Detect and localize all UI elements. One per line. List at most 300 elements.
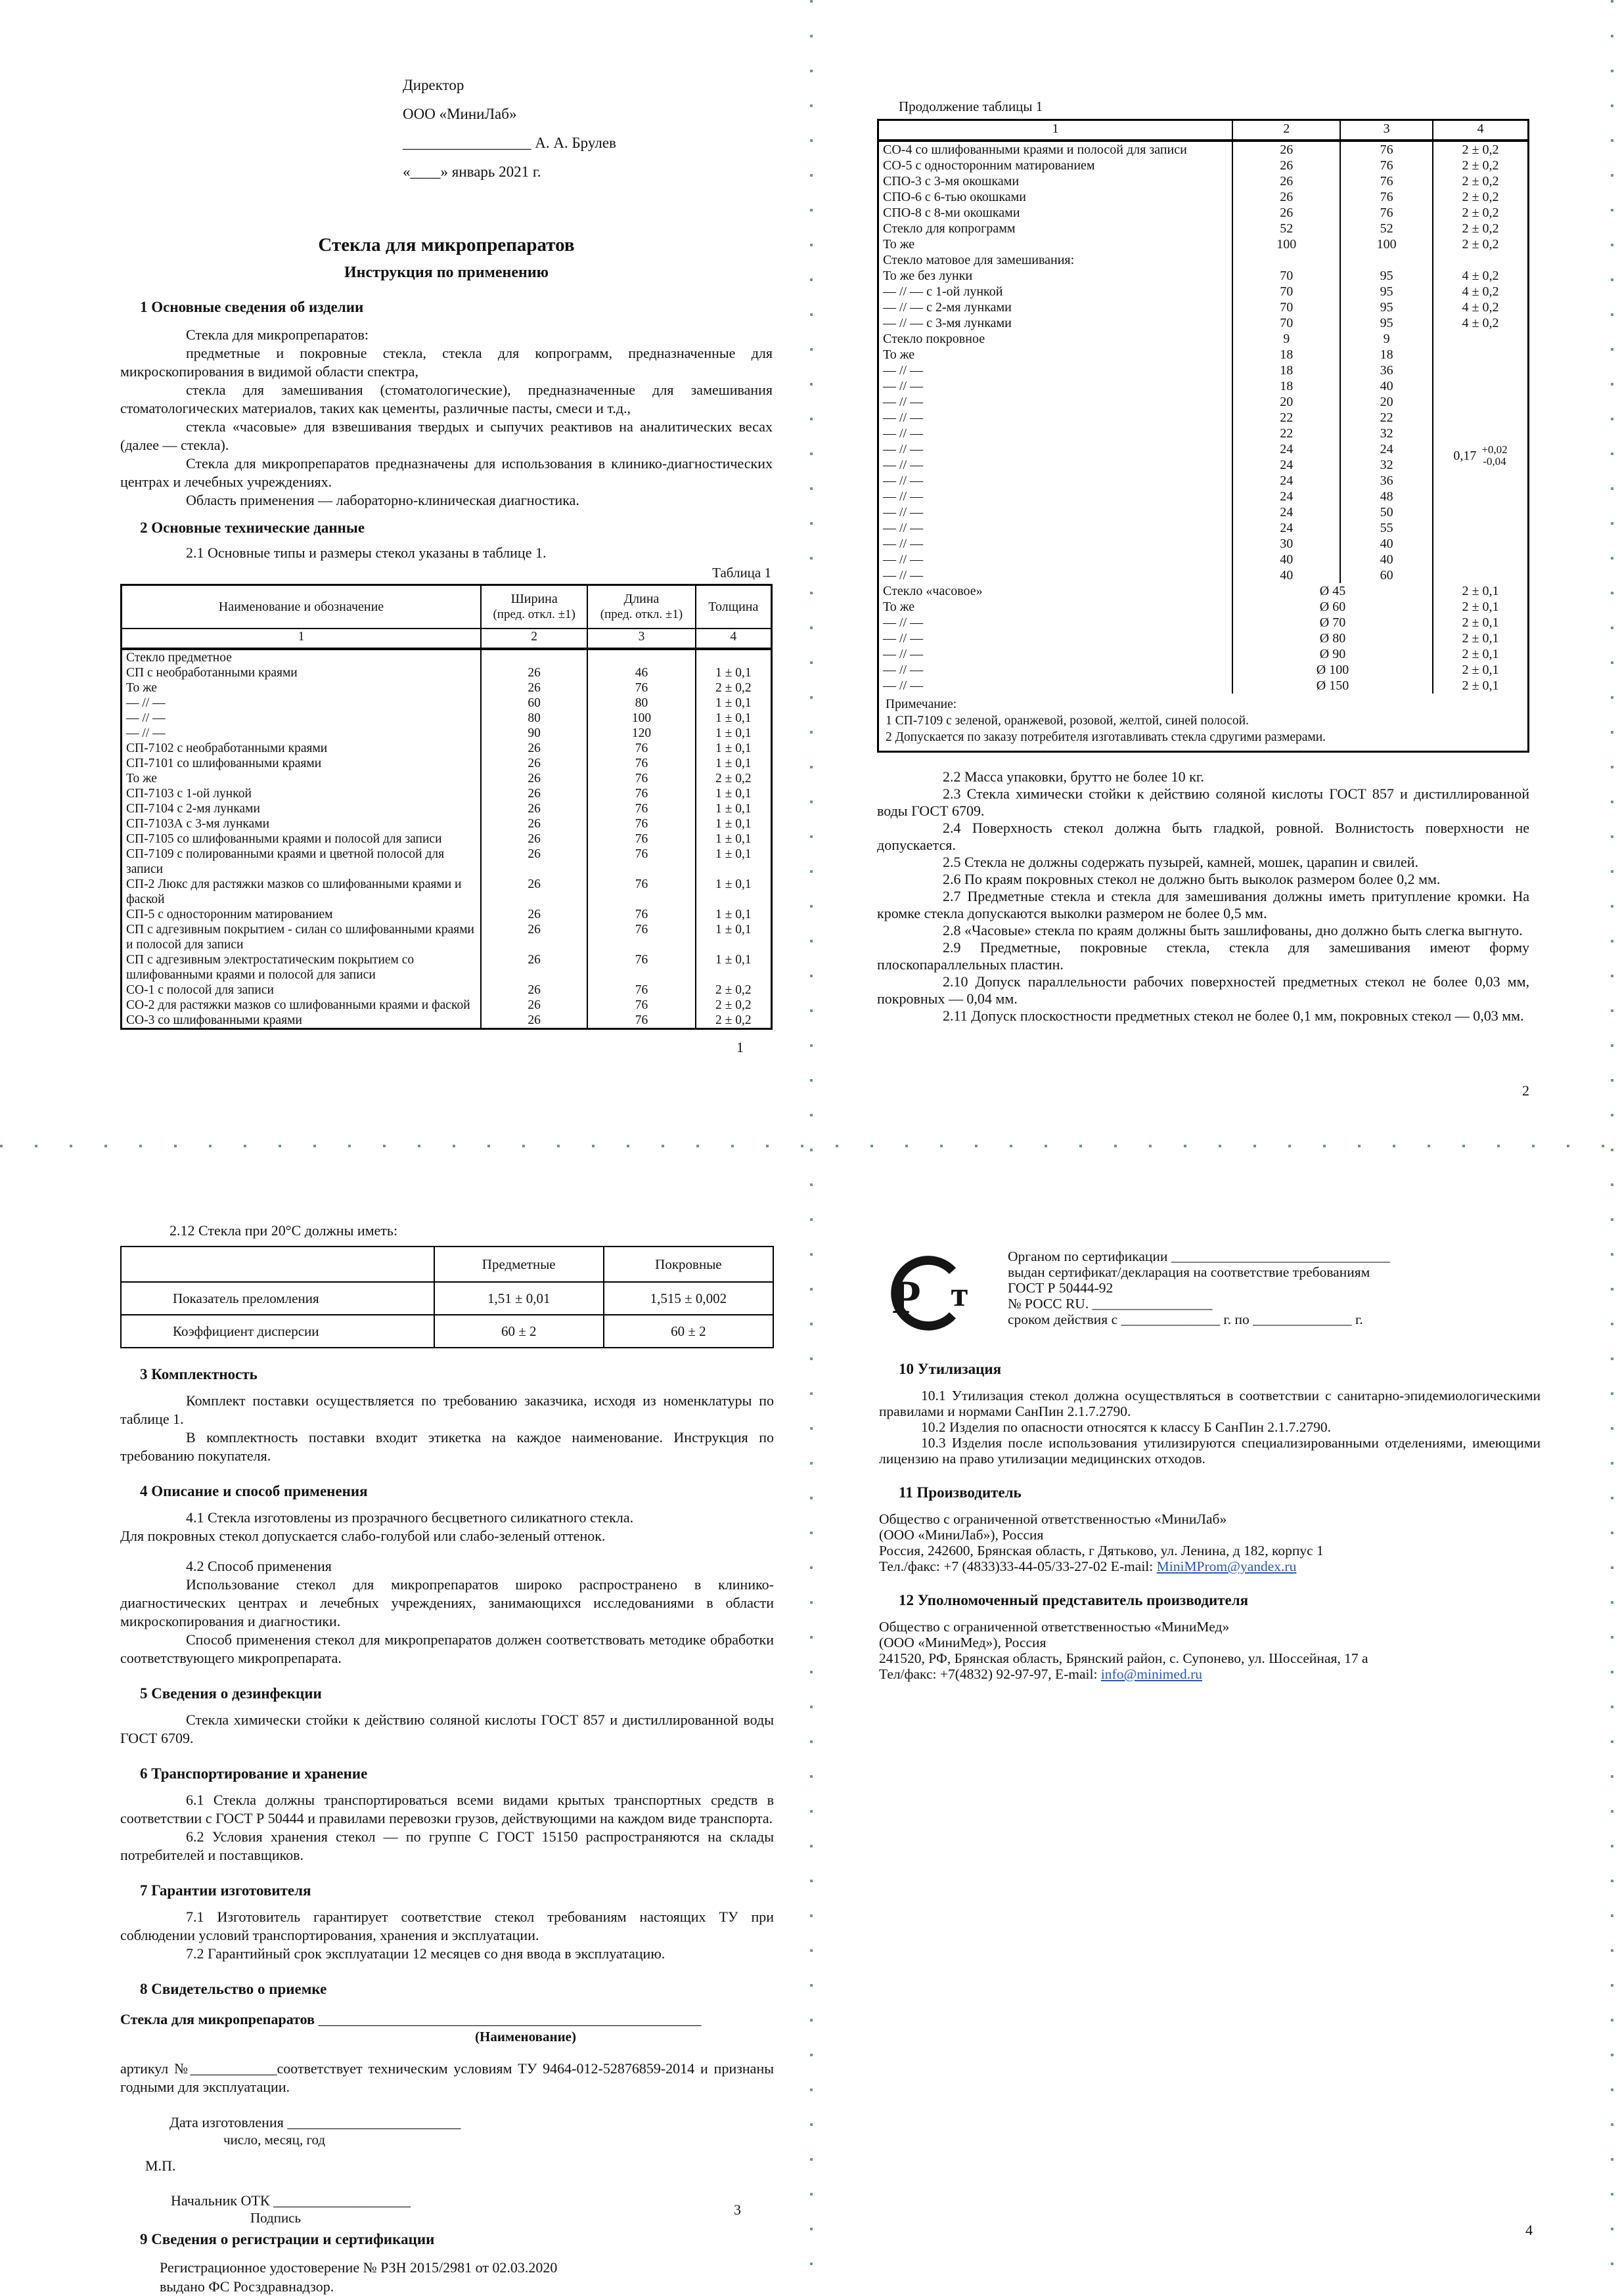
cert-number-line: № РОСС RU. _________________ [1008, 1296, 1213, 1312]
manufacturer-name: Общество с ограниченной ответственностью «МиниЛаб» [879, 1511, 1227, 1527]
page-3 [120, 1222, 774, 2295]
table-row [122, 741, 772, 756]
para: стекла «часовые» для взвешивания твердых и сыпучих реактивов на аналитических весах (далее — стекла). [120, 418, 773, 453]
table-cell: 32 [1340, 457, 1433, 473]
table-cell: — // — [878, 536, 1233, 552]
table-cell: 20 [1232, 394, 1340, 410]
table-cell: Стекло матовое для замешивания: [878, 252, 1233, 268]
para-2-11: 2.11 Допуск плоскостности предметных стекол не более 0,1 мм, покровных стекол — 0,03 мм. [943, 1007, 1524, 1024]
table-cell: 120 [587, 726, 695, 741]
table-header-row [121, 1247, 773, 1282]
table-note-row [878, 694, 1529, 752]
table-cell: 22 [1232, 410, 1340, 426]
table-1-caption: Таблица 1 [712, 565, 771, 581]
table-cell: — // — [122, 726, 481, 741]
table-cell: — // — [122, 695, 481, 711]
table-cell: 76 [587, 816, 695, 831]
table-cell: 80 [587, 695, 695, 711]
table-cell: 100 [1340, 236, 1433, 252]
table-notes [878, 694, 1529, 752]
table-cell: 76 [587, 877, 695, 907]
table-cell: 60 ± 2 [434, 1315, 604, 1348]
para-2-1: 2.1 Основные типы и размеры стекол указаны в таблице 1. [186, 544, 547, 561]
table-cell: 26 [1232, 173, 1340, 189]
table-cell: 1 ± 0,1 [696, 756, 772, 771]
note-2: 2 Допускается по заказу потребителя изготавливать стекла сдругими размерами. [886, 730, 1326, 744]
table-cell: 2 ± 0,2 [1433, 189, 1529, 205]
section-9-heading: 9 Сведения о регистрации и сертификации [140, 2231, 435, 2247]
table-colnum-row [878, 120, 1529, 141]
para-7-2: 7.2 Гарантийный срок эксплуатации 12 месяцев со дня ввода в эксплуатацию. [186, 1945, 665, 1962]
table-cell: 26 [481, 982, 587, 998]
section-8-heading: 8 Свидетельство о приемке [140, 1981, 327, 1997]
table-cell: 76 [587, 952, 695, 982]
table-row [122, 816, 772, 831]
page-number: 3 [734, 2201, 741, 2218]
table-continuation-label: Продолжение таблицы 1 [899, 99, 1043, 114]
table-row [122, 922, 772, 952]
table-row [878, 315, 1529, 331]
table-cell: 95 [1340, 284, 1433, 299]
table-row [878, 457, 1529, 473]
table-cell: 26 [481, 665, 587, 680]
table-cell: — // — с 3-мя лунками [878, 315, 1233, 331]
table-cell: 24 [1232, 473, 1340, 489]
section-5-heading: 5 Сведения о дезинфекции [140, 1685, 322, 1702]
table-cell: 76 [587, 741, 695, 756]
table-cell: 40 [1340, 552, 1433, 567]
table-cell: 76 [587, 680, 695, 695]
table-cell: 1 ± 0,1 [696, 907, 772, 922]
table-cell: Ø 45 [1232, 583, 1433, 599]
otk-signature-caption: Подпись [250, 2210, 302, 2226]
table-cell: 26 [1232, 205, 1340, 221]
table-cell [481, 649, 587, 665]
table-cell: 26 [481, 877, 587, 907]
section-7-heading: 7 Гарантии изготовителя [140, 1882, 311, 1899]
table-row [878, 473, 1529, 489]
table-cell: — // — [122, 711, 481, 726]
para-2-8: 2.8 «Часовые» стекла по краям должны быть зашлифованы, дно должно быть слегка выгнуто. [943, 922, 1523, 938]
table-row [122, 680, 772, 695]
table-cell: 76 [587, 771, 695, 786]
table-cell: 1 ± 0,1 [696, 711, 772, 726]
table-cell [1433, 520, 1529, 536]
table-cell: Стекло для копрограмм [878, 221, 1233, 236]
table-cell: 4 ± 0,2 [1433, 268, 1529, 284]
table-cell: СО-1 с полосой для записи [122, 982, 481, 998]
table-cell: 100 [587, 711, 695, 726]
para: В комплектность поставки входит этикетка на каждое наименование. Инструкция по требованию покупателя. [120, 1429, 774, 1464]
registration-issuer: выдано ФС Росздравнадзор. [160, 2278, 334, 2295]
table-row [878, 205, 1529, 221]
table-cell: СП с адгезивным электростатическим покрытием со шлифованными краями и полосой для записи [122, 952, 481, 982]
table-row [878, 236, 1529, 252]
para-2-7: 2.7 Предметные стекла и стекла для замешивания должны иметь притупление кромки. На кромке стекла допускаются выколки размером не более 0,5 мм. [877, 888, 1529, 921]
manufacturer-contacts [879, 1558, 1541, 1574]
table-cell [1433, 331, 1529, 347]
table-cell: 76 [1340, 141, 1433, 158]
table-cell: 60 [481, 695, 587, 711]
para-2-3: 2.3 Стекла химически стойки к действию соляной кислоты ГОСТ 857 и дистиллированной воды ГОСТ 6709. [877, 785, 1529, 819]
table-cell: СО-2 для растяжки мазков со шлифованными краями и фаской [122, 998, 481, 1013]
table-cell: — // — [878, 630, 1233, 646]
table-cell: Стекло предметное [122, 649, 481, 665]
table-row [878, 678, 1529, 694]
col-header-length [587, 585, 695, 629]
table-cell: 24 [1232, 489, 1340, 504]
table-row [878, 536, 1529, 552]
approval-block [403, 66, 773, 187]
rst-letter-t: т [951, 1275, 968, 1314]
table-cell: 32 [1340, 426, 1433, 441]
table-cell: — // — [878, 678, 1233, 694]
table-row [122, 726, 772, 741]
table-cell: 70 [1232, 284, 1340, 299]
table-row [122, 831, 772, 847]
table-cell: 18 [1232, 378, 1340, 394]
table-cell: 22 [1232, 426, 1340, 441]
col-header-width [481, 585, 587, 629]
table-cell: 95 [1340, 268, 1433, 284]
table-cell: 76 [1340, 189, 1433, 205]
col-header-width-title: Ширина [510, 592, 558, 606]
article-line: артикул №____________соответствует техническим условиям ТУ 9464-012-52876859-2014 и признаны годными для эксплуатации. [120, 2060, 774, 2095]
table-cell: 2 ± 0,1 [1433, 630, 1529, 646]
table-cell: 70 [1232, 315, 1340, 331]
table-cell: — // — с 1-ой лункой [878, 284, 1233, 299]
table-cell [1433, 473, 1529, 489]
table-cell [587, 649, 695, 665]
table-cell: 2 ± 0,1 [1433, 599, 1529, 615]
para-6-1: 6.1 Стекла должны транспортироваться всеми видами крытых транспортных средств в соответствии с ГОСТ Р 50444 и правилами перевозки грузов, действующими на каждом виде транспорта. [120, 1792, 774, 1826]
para-2-6: 2.6 По краям покровных стекол не должно быть выколок размером более 0,2 мм. [943, 871, 1441, 887]
table-row [122, 982, 772, 998]
table-cell: Стекло «часовое» [878, 583, 1233, 599]
table-cell: 1 ± 0,1 [696, 665, 772, 680]
table-row [122, 952, 772, 982]
section-11-heading: 11 Производитель [899, 1484, 1022, 1501]
table-cell: 76 [587, 801, 695, 816]
table-cell: Коэффициент дисперсии [121, 1315, 434, 1348]
para: Использование стекол для микропрепаратов широко распространено в клинико-диагностических центрах и лечебных учреждениях, занимающихся исследованиями в области микроскопирования и диагностики. [120, 1576, 774, 1629]
table-cell: — // — [878, 662, 1233, 678]
table-cell: 2 ± 0,2 [1433, 236, 1529, 252]
table-cell: 24 [1232, 520, 1340, 536]
table-row [878, 347, 1529, 363]
table-cell: 4 ± 0,2 [1433, 299, 1529, 315]
table-cell: Ø 100 [1232, 662, 1433, 678]
table-cell: То же [878, 599, 1233, 615]
table-cell: 4 ± 0,2 [1433, 284, 1529, 299]
approval-date-line: «____» январь 2021 г. [403, 164, 541, 180]
optical-properties-table [120, 1246, 774, 1348]
table-row [878, 394, 1529, 410]
table-cell: 24 [1232, 504, 1340, 520]
table-cell: 1,515 ± 0,002 [604, 1282, 773, 1315]
colnum: 3 [587, 629, 695, 649]
table-cell: СП-7101 со шлифованными краями [122, 756, 481, 771]
col-header-width-tol: (пред. откл. ±1) [493, 607, 575, 621]
page-2 [877, 99, 1529, 1123]
cut-mark-horizontal [0, 1145, 1622, 1147]
col-header-name: Наименование и обозначение [122, 585, 481, 629]
table-cell: СП-5 с односторонним матированием [122, 907, 481, 922]
table-cell: Стекло покровное [878, 331, 1233, 347]
table-cell: 26 [481, 922, 587, 952]
certification-block [879, 1245, 1541, 1343]
table-cell: 36 [1340, 363, 1433, 378]
col-header-length-title: Длина [623, 592, 660, 606]
note-title: Примечание: [886, 697, 957, 711]
table-cell: 26 [481, 756, 587, 771]
table-cell: 9 [1340, 331, 1433, 347]
table-cell: 76 [1340, 158, 1433, 173]
table-cell: То же [878, 347, 1233, 363]
table-cell: СПО-3 с 3-мя окошками [878, 173, 1233, 189]
table-cell: 1,51 ± 0,01 [434, 1282, 604, 1315]
table-row [122, 711, 772, 726]
registration-block [160, 2258, 774, 2296]
table-cell: 26 [481, 816, 587, 831]
page-4 [879, 1245, 1541, 2269]
table-cell [1433, 378, 1529, 394]
product-name: Стекла для микропрепаратов [120, 2011, 315, 2027]
table-cell: 2 ± 0,1 [1433, 662, 1529, 678]
para-4-2: 4.2 Способ применения [186, 1558, 332, 1574]
phone-text: Тел./факс: +7 (4833)33-44-05/33-27-02 E-mail: [879, 1558, 1157, 1574]
para-6-2: 6.2 Условия хранения стекол — по группе С ГОСТ 15150 распространяются на склады потребителей и поставщиков. [120, 1828, 774, 1863]
section-5-body [120, 1711, 774, 1748]
table-cell: 20 [1340, 394, 1433, 410]
table-cell: СО-5 с односторонним матированием [878, 158, 1233, 173]
table-row [878, 615, 1529, 630]
table-row [878, 646, 1529, 662]
table-cell [1433, 504, 1529, 520]
table-cell: 26 [481, 741, 587, 756]
table-cell: — // — [878, 410, 1233, 426]
table-cell [1433, 443, 1529, 473]
table-cell: СП-7105 со шлифованными краями и полосой для записи [122, 831, 481, 847]
certification-lines [1008, 1245, 1541, 1327]
approval-signature-line: _________________ А. А. Брулев [403, 135, 616, 151]
table-row [878, 630, 1529, 646]
col-header-thickness: Толщина [696, 585, 772, 629]
para-2-2: 2.2 Масса упаковки, брутто не более 10 кг. [943, 768, 1204, 785]
table-cell: — // — [878, 426, 1233, 441]
table-cell: 2 ± 0,2 [696, 771, 772, 786]
table-cell: 2 ± 0,2 [1433, 158, 1529, 173]
table-row [878, 221, 1529, 236]
table-cell [1433, 567, 1529, 583]
table-row [122, 756, 772, 771]
table-row [122, 649, 772, 665]
section-6-body [120, 1791, 774, 1865]
table-cell: 2 ± 0,1 [1433, 583, 1529, 599]
table-row [122, 847, 772, 877]
representative-block [879, 1619, 1541, 1682]
table-cell: СП-7103А с 3-мя лунками [122, 816, 481, 831]
table-row [878, 662, 1529, 678]
table-row [122, 665, 772, 680]
para-2-10: 2.10 Допуск параллельности рабочих поверхностей предметных стекол не более 0,03 мм, покровных — 0,04 мм. [877, 973, 1529, 1007]
table-row [878, 426, 1529, 441]
table-cell: СП-7109 с полированными краями и цветной полосой для записи [122, 847, 481, 877]
section-3-heading: 3 Комплектность [140, 1366, 258, 1382]
table-cell: 26 [481, 998, 587, 1013]
table-cell: 26 [1232, 189, 1340, 205]
table-cell: 1 ± 0,1 [696, 801, 772, 816]
table-cell [1433, 489, 1529, 504]
table-cell: 46 [587, 665, 695, 680]
cert-validity-line: сроком действия с ______________ г. по ______________ г. [1008, 1312, 1363, 1327]
table-row [121, 1315, 773, 1348]
table-cell: — // — [878, 489, 1233, 504]
section-6-heading: 6 Транспортирование и хранение [140, 1765, 368, 1782]
table-cell [1433, 363, 1529, 378]
table-row [878, 583, 1529, 599]
table-cell: 40 [1232, 567, 1340, 583]
para-10-1: 10.1 Утилизация стекол должна осуществляться в соответствии с санитарно-эпидемиологическими правилами и нормами СанПин 2.1.7.2790. [879, 1388, 1541, 1419]
para: предметные и покровные стекла, стекла для копрограмм, предназначенные для микроскопирования в видимой области спектра, [120, 345, 773, 380]
page-1 [120, 66, 773, 1090]
table-cell: 1 ± 0,1 [696, 877, 772, 907]
table-cell: 18 [1340, 347, 1433, 363]
table-cell: 1 ± 0,1 [696, 816, 772, 831]
table-row [878, 173, 1529, 189]
para: Область применения — лабораторно-клиническая диагностика. [186, 492, 579, 508]
table-cell: — // — [878, 646, 1233, 662]
table-row [122, 877, 772, 907]
registration-certificate: Регистрационное удостоверение № РЗН 2015/2981 от 02.03.2020 [160, 2259, 558, 2276]
table-cell: То же без лунки [878, 268, 1233, 284]
table-cell: 1 ± 0,1 [696, 741, 772, 756]
table-cell [1433, 394, 1529, 410]
table-cell: 76 [1340, 173, 1433, 189]
table-cell: 26 [481, 801, 587, 816]
table-cell: 22 [1340, 410, 1433, 426]
table-cell: 24 [1232, 441, 1340, 457]
table-cell: 9 [1232, 331, 1340, 347]
table-cell: — // — [878, 363, 1233, 378]
table-cell: СО-4 со шлифованными краями и полосой для записи [878, 141, 1233, 158]
table-cell: 18 [1232, 347, 1340, 363]
table-row [878, 567, 1529, 583]
stamp-place: М.П. [145, 2157, 176, 2174]
table-cell: 2 ± 0,2 [1433, 205, 1529, 221]
table-cell [1433, 410, 1529, 426]
note-1: 1 СП-7109 с зеленой, оранжевой, розовой, желтой, синей полосой. [886, 714, 1249, 728]
rst-certification-mark-icon [880, 1250, 979, 1336]
table-cell: 60 ± 2 [604, 1315, 773, 1348]
table-cell: 1 ± 0,1 [696, 726, 772, 741]
signature-caption: (Наименование) [475, 2029, 576, 2044]
table-row [878, 331, 1529, 347]
table-row [122, 801, 772, 816]
section-1-body [120, 326, 773, 510]
table-row [122, 786, 772, 801]
table-cell: СП-7104 с 2-мя лунками [122, 801, 481, 816]
rst-letter-p: Р [891, 1270, 921, 1323]
section-7-body [120, 1908, 774, 1963]
table-cell: 26 [481, 847, 587, 877]
table-cell: 26 [1232, 158, 1340, 173]
table-row [878, 158, 1529, 173]
colnum: 1 [122, 629, 481, 649]
table-cell: — // — [878, 520, 1233, 536]
para-2-4: 2.4 Поверхность стекол должна быть гладкой, ровной. Волнистость поверхности не допускается. [877, 820, 1529, 853]
section-10-heading: 10 Утилизация [899, 1361, 1002, 1377]
document-title: Стекла для микропрепаратов [318, 234, 575, 255]
section-2-heading: 2 Основные технические данные [140, 519, 365, 536]
table-cell: 50 [1340, 504, 1433, 520]
table-row [122, 695, 772, 711]
cert-gost-line: ГОСТ Р 50444-92 [1008, 1280, 1114, 1296]
table-row [878, 489, 1529, 504]
manufacturer-email-link[interactable]: MiniMProm@yandex.ru [1156, 1558, 1297, 1574]
document-subtitle: Инструкция по применению [344, 264, 549, 281]
table-cell: СПО-6 с 6-тью окошками [878, 189, 1233, 205]
table-cell: 76 [587, 998, 695, 1013]
table-cell: 40 [1232, 552, 1340, 567]
table-cell: 100 [1232, 236, 1340, 252]
table-row [122, 771, 772, 786]
page-number: 1 [736, 1039, 744, 1055]
table-cell: 1 ± 0,1 [696, 952, 772, 982]
table-cell: 2 ± 0,1 [1433, 646, 1529, 662]
table-cell: СП-7102 с необработанными краями [122, 741, 481, 756]
representative-email-link[interactable]: info@minimed.ru [1100, 1666, 1202, 1682]
colnum: 2 [481, 629, 587, 649]
table-row [878, 552, 1529, 567]
table-cell: 1 ± 0,1 [696, 831, 772, 847]
table-cell: — // — [878, 567, 1233, 583]
approval-role: Директор [403, 77, 464, 93]
table-cell: 1 ± 0,1 [696, 695, 772, 711]
table-cell: 90 [481, 726, 587, 741]
para-2-12: 2.12 Стекла при 20°С должны иметь: [169, 1222, 398, 1239]
page-number: 2 [1522, 1082, 1529, 1099]
table-cell: 48 [1340, 489, 1433, 504]
table-cell: СО-3 со шлифованными краями [122, 1013, 481, 1029]
table-cell: 24 [1232, 457, 1340, 473]
table-cell: 52 [1340, 221, 1433, 236]
representative-contacts [879, 1666, 1541, 1682]
table-cell: 70 [1232, 268, 1340, 284]
table-row [878, 599, 1529, 615]
table-cell: 26 [481, 680, 587, 695]
approval-company: ООО «МиниЛаб» [403, 106, 517, 122]
table-colnum-row [122, 629, 772, 649]
table-row [878, 520, 1529, 536]
thickness-tolerance: 0,17 +0,02 -0,04 [1453, 443, 1508, 468]
col-header-slides: Предметные [434, 1247, 604, 1282]
para-2-9: 2.9 Предметные, покровные стекла, стекла для замешивания имеют форму плоскопараллельных пластин. [877, 939, 1529, 973]
table-cell: 26 [481, 1013, 587, 1029]
table-cell: СП-7103 с 1-ой лункой [122, 786, 481, 801]
table-1 [120, 584, 773, 1030]
para: Для покровных стекол допускается слабо-голубой или слабо-зеленый оттенок. [120, 1528, 606, 1544]
table-cell: 76 [587, 982, 695, 998]
table-row [878, 189, 1529, 205]
table-cell: — // — [878, 473, 1233, 489]
para: Комплект поставки осуществляется по требованию заказчика, исходя из номенклатуры по таблице 1. [120, 1392, 774, 1427]
table-row [878, 378, 1529, 394]
table-cell: 2 ± 0,1 [1433, 615, 1529, 630]
table-cell: 2 ± 0,2 [696, 998, 772, 1013]
table-cell: 55 [1340, 520, 1433, 536]
table-cell: 2 ± 0,2 [696, 1013, 772, 1029]
